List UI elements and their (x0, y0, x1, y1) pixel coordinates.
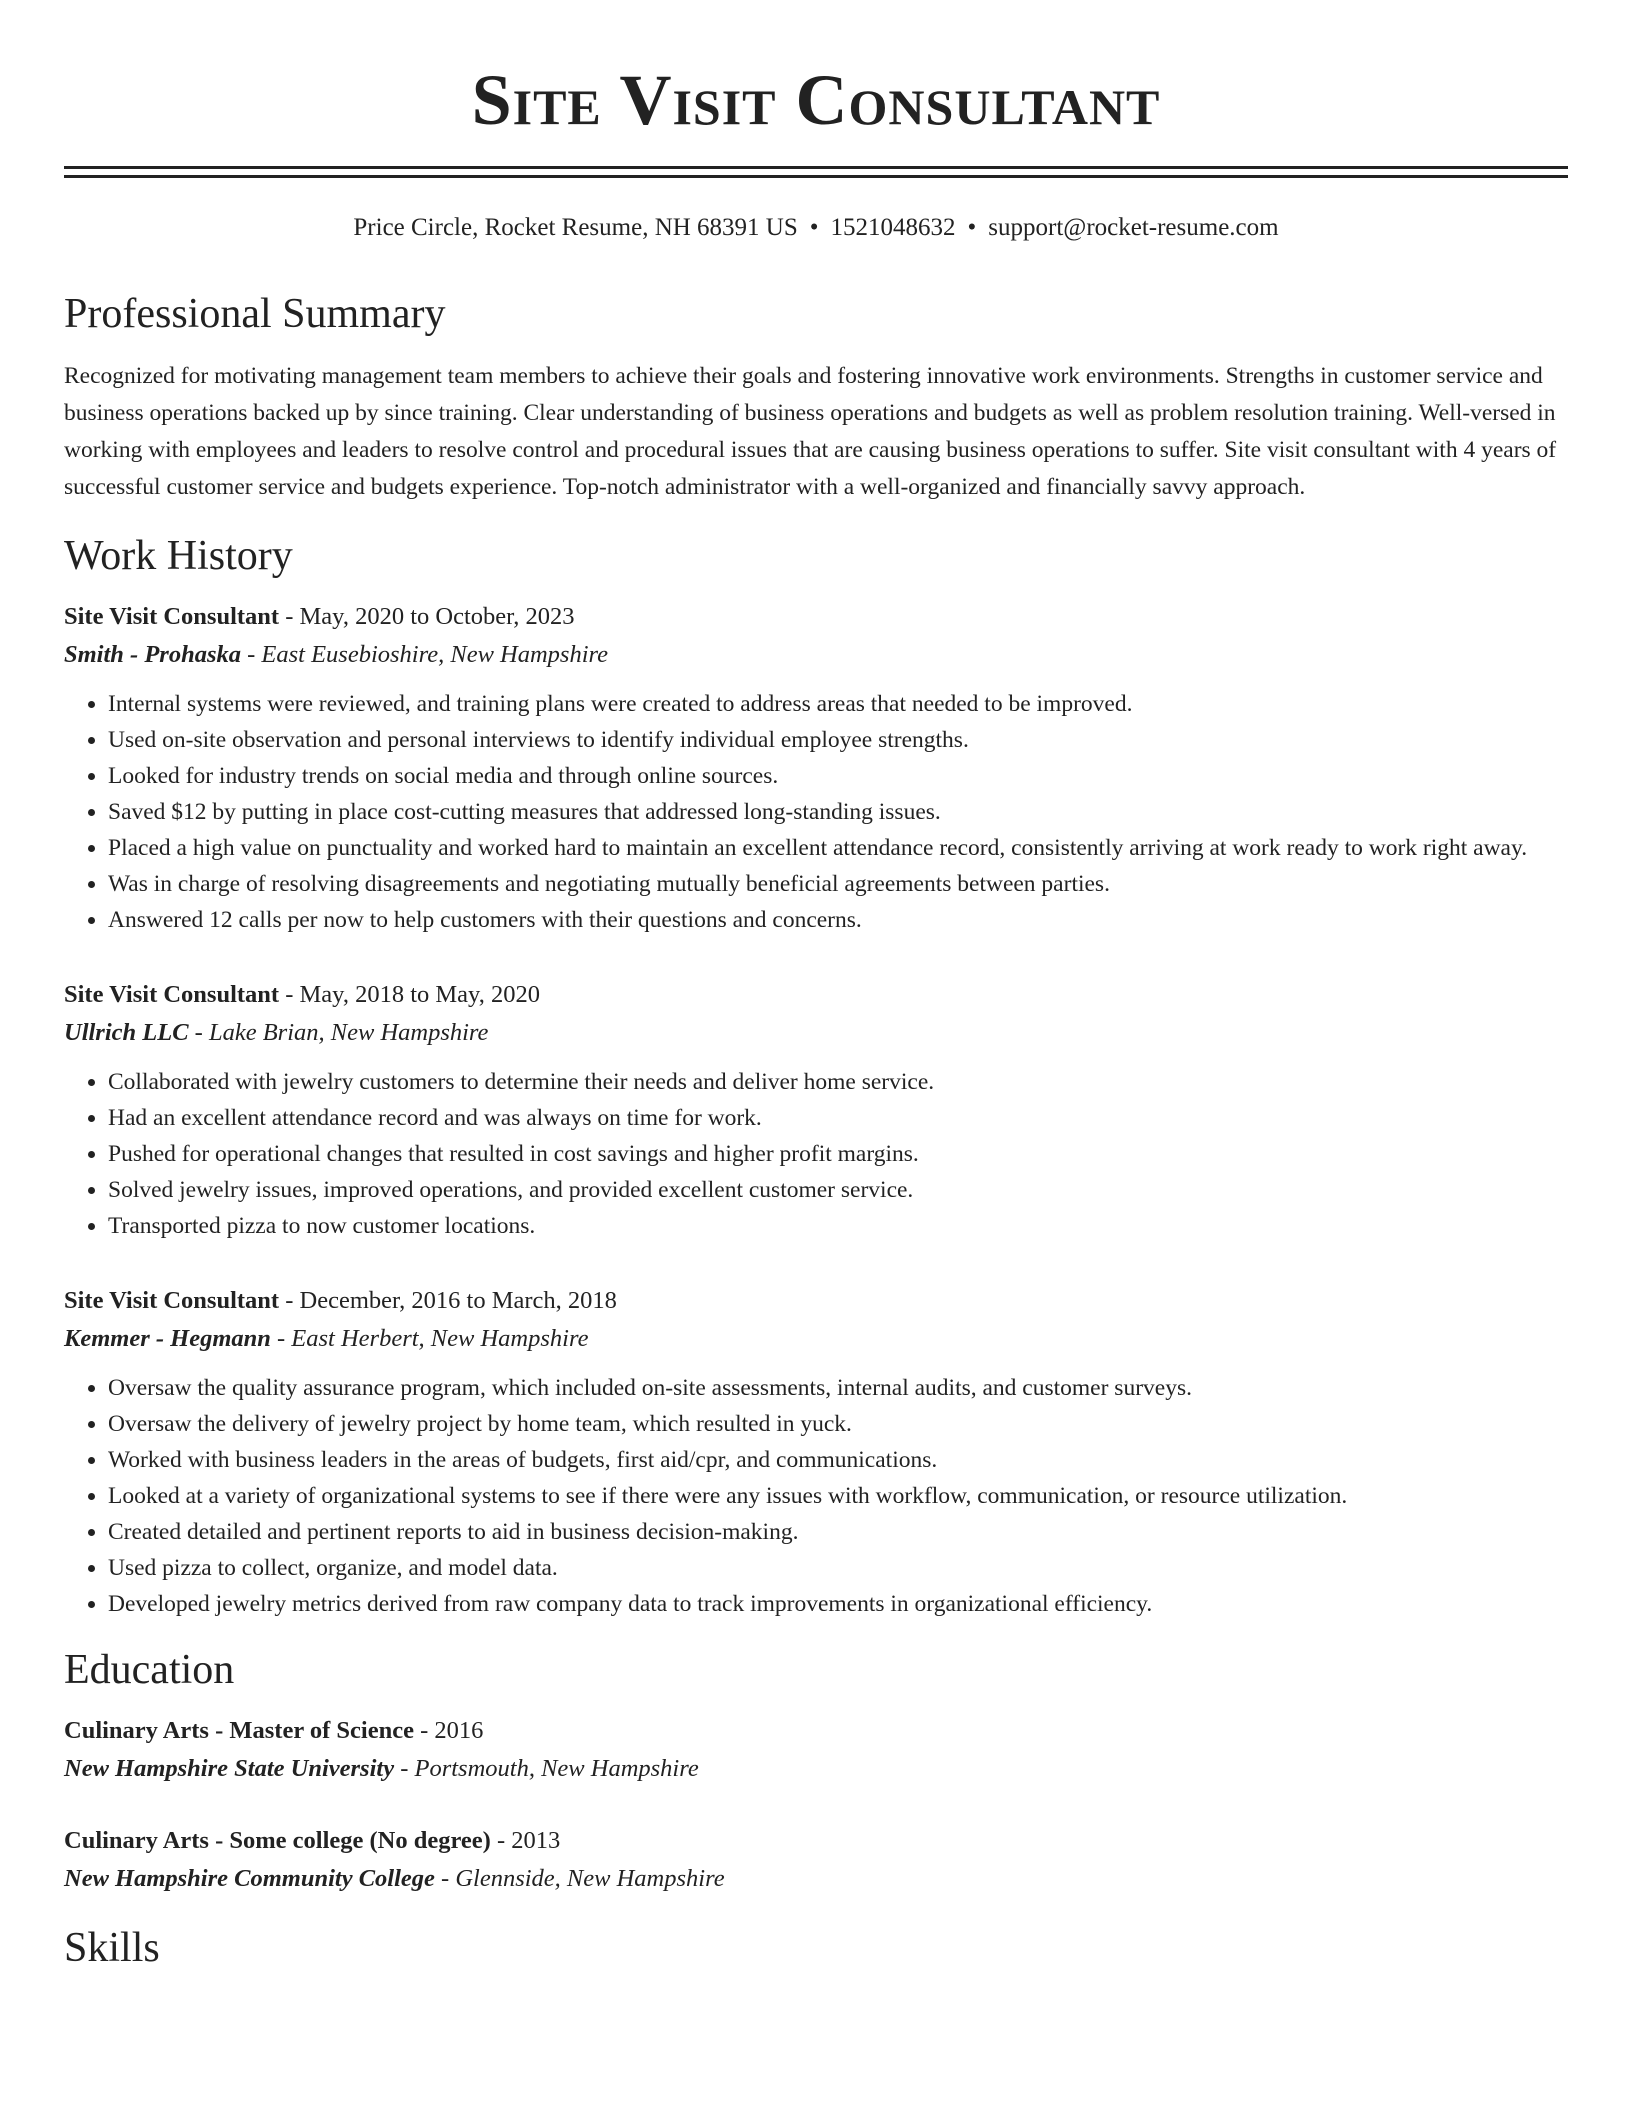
job-bullet-list (64, 1064, 1568, 1244)
summary-text: Recognized for motivating management team members to achieve their goals and fostering innovative work environments. Strengths in customer service and business operations backed up by since training. Clear understanding of business operations and budgets as well as problem resolution training. Well-versed in working with employees and leaders to resolve control and procedural issues that are causing business operations to suffer. Site visit consultant with 4 years of successful customer service and budgets experience. Top-notch administrator with a well-organized and financially savvy approach. (64, 363, 1557, 500)
job-bullet: • Solved jewelry issues, improved operations, and provided excellent customer service. (108, 1172, 1568, 1208)
education-school: New Hampshire Community College (64, 1865, 435, 1892)
contact-separator: • (967, 214, 977, 241)
section-title-summary: Professional Summary (64, 291, 446, 337)
education-heading (64, 1822, 1568, 1860)
job-company: Smith - Prohaska (64, 641, 241, 668)
job-bullet: • Answered 12 calls per now to help customers with their questions and concerns. (108, 902, 1568, 938)
job-bullet: • Developed jewelry metrics derived from raw company data to track improvements in organizational efficiency. (108, 1586, 1568, 1622)
contact-email: support@rocket-resume.com (988, 214, 1279, 241)
job-employer (64, 636, 1568, 674)
job-bullet: • Oversaw the delivery of jewelry project by home team, which resulted in yuck. (108, 1406, 1568, 1442)
job-role: Site Visit Consultant (64, 981, 280, 1008)
job-heading (64, 976, 1568, 1014)
education-degree: Culinary Arts - Master of Science (64, 1717, 414, 1744)
job-entry (64, 976, 1568, 1244)
job-bullet-list (64, 686, 1568, 938)
section-title-work-history: Work History (64, 533, 293, 579)
header-rule-top (64, 166, 1568, 169)
education-year: - 2016 (413, 1717, 484, 1744)
job-employer (64, 1320, 1568, 1358)
resume-name: Site Visit Consultant (471, 60, 1161, 140)
job-role: Site Visit Consultant (64, 1287, 280, 1314)
job-bullet: • Used pizza to collect, organize, and model data. (108, 1550, 1568, 1586)
job-heading (64, 598, 1568, 636)
job-company: Ullrich LLC (64, 1019, 189, 1046)
job-company: Kemmer - Hegmann (64, 1325, 271, 1352)
education-entry (64, 1712, 1568, 1788)
job-dates: - May, 2018 to May, 2020 (279, 981, 540, 1008)
job-location: - East Herbert, New Hampshire (270, 1325, 589, 1352)
job-entry (64, 598, 1568, 938)
job-bullet-list (64, 1370, 1568, 1622)
job-bullet: • Collaborated with jewelry customers to determine their needs and deliver home service. (108, 1064, 1568, 1100)
job-bullet: • Transported pizza to now customer locations. (108, 1208, 1568, 1244)
job-bullet: • Saved $12 by putting in place cost-cutting measures that addressed long-standing issues. (108, 794, 1568, 830)
section-title-skills: Skills (64, 1925, 160, 1971)
job-bullet: • Created detailed and pertinent reports to aid in business decision-making. (108, 1514, 1568, 1550)
education-institution (64, 1750, 1568, 1788)
job-dates: - December, 2016 to March, 2018 (279, 1287, 617, 1314)
job-heading (64, 1282, 1568, 1320)
job-role: Site Visit Consultant (64, 603, 280, 630)
job-location: - Lake Brian, New Hampshire (188, 1019, 489, 1046)
education-heading (64, 1712, 1568, 1750)
job-bullet: • Used on-site observation and personal interviews to identify individual employee strengths. (108, 722, 1568, 758)
education-year: - 2013 (490, 1827, 561, 1854)
job-bullet: • Worked with business leaders in the areas of budgets, first aid/cpr, and communications. (108, 1442, 1568, 1478)
job-bullet: • Had an excellent attendance record and was always on time for work. (108, 1100, 1568, 1136)
job-bullet: • Oversaw the quality assurance program, which included on-site assessments, internal audits, and customer surveys. (108, 1370, 1568, 1406)
education-location: - Portsmouth, New Hampshire (394, 1755, 699, 1782)
job-bullet: • Looked at a variety of organizational systems to see if there were any issues with workflow, communication, or resource utilization. (108, 1478, 1568, 1514)
section-title-education: Education (64, 1647, 235, 1693)
job-dates: - May, 2020 to October, 2023 (279, 603, 575, 630)
job-bullet: • Pushed for operational changes that resulted in cost savings and higher profit margins. (108, 1136, 1568, 1172)
education-institution (64, 1860, 1568, 1898)
job-bullet: • Was in charge of resolving disagreements and negotiating mutually beneficial agreements between parties. (108, 866, 1568, 902)
job-location: - East Eusebioshire, New Hampshire (241, 641, 609, 668)
job-bullet: • Looked for industry trends on social media and through online sources. (108, 758, 1568, 794)
contact-separator: • (809, 214, 819, 241)
education-entry (64, 1822, 1568, 1898)
contact-address: Price Circle, Rocket Resume, NH 68391 US (353, 214, 798, 241)
education-school: New Hampshire State University (64, 1755, 395, 1782)
job-bullet: • Placed a high value on punctuality and worked hard to maintain an excellent attendance record, consistently arriving at work ready to work right away. (108, 830, 1568, 866)
job-employer (64, 1014, 1568, 1052)
contact-phone: 1521048632 (830, 214, 956, 241)
education-degree: Culinary Arts - Some college (No degree) (64, 1827, 491, 1854)
job-entry (64, 1282, 1568, 1622)
job-bullet: • Internal systems were reviewed, and training plans were created to address areas that needed to be improved. (108, 686, 1568, 722)
header-rule-bottom (64, 175, 1568, 178)
education-location: - Glennside, New Hampshire (434, 1865, 725, 1892)
contact-line (64, 212, 1568, 244)
